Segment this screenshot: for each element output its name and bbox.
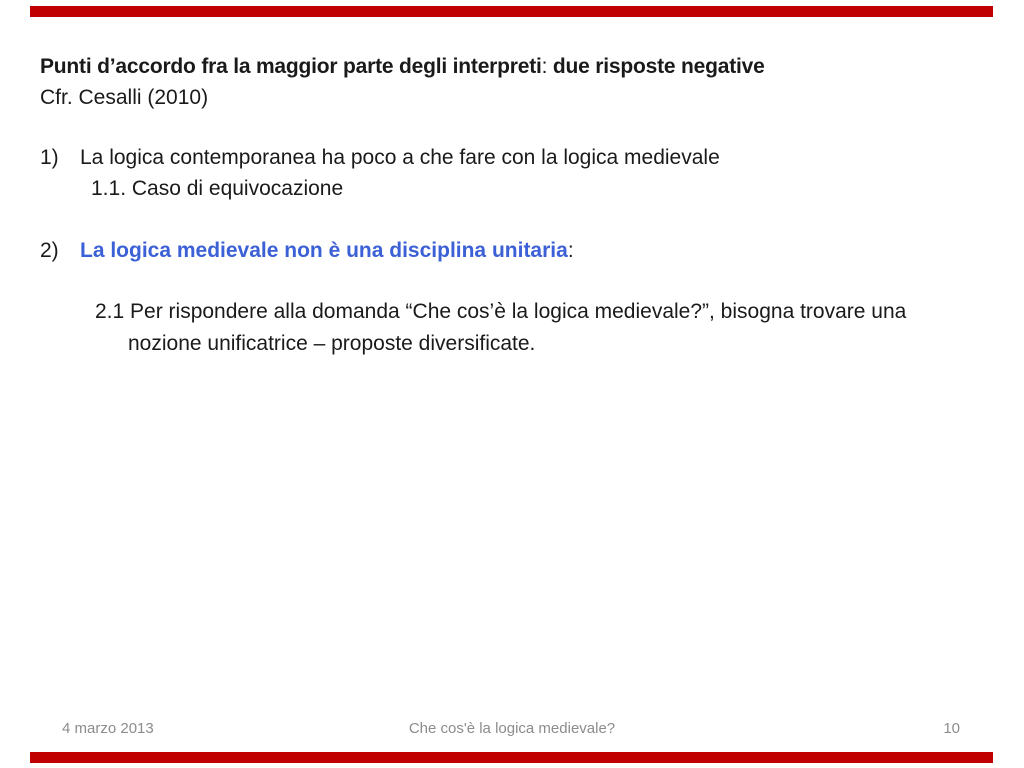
list-item-2-text (80, 239, 574, 263)
list-item-2-suffix: : (567, 239, 574, 262)
list-item-1-marker: 1) (40, 146, 59, 169)
list-item-2 (40, 239, 574, 263)
slide-subtitle-reference: Cfr. Cesalli (2010) (40, 86, 209, 109)
slide-title-part2: due risposte negative (547, 55, 765, 78)
list-item-1 (40, 146, 720, 170)
footer-deck-title: Che cos'è la logica medievale? (408, 720, 616, 737)
slide-title-part1: Punti d’accordo fra la maggior parte degli interpreti (40, 55, 542, 78)
footer-page-number: 10 (943, 720, 960, 737)
list-item-2-highlight: La logica medievale non è una disciplina unitaria (80, 239, 568, 262)
slide-footer (0, 720, 1024, 742)
footer-date: 4 marzo 2013 (62, 720, 154, 737)
slide-title (40, 55, 765, 79)
slide-accent-bar-top (30, 6, 993, 17)
list-item-2-marker: 2) (40, 239, 59, 262)
slide-accent-bar-bottom (30, 752, 993, 763)
list-item-1-text: La logica contemporanea ha poco a che fare con la logica medievale (80, 146, 720, 169)
slide-title-separator: : (541, 55, 548, 78)
list-item-1-subitem: 1.1. Caso di equivocazione (91, 177, 344, 200)
list-item-2-sub-line2: nozione unificatrice – proposte diversificate. (128, 332, 536, 355)
list-item-2-sub-line1: 2.1 Per rispondere alla domanda “Che cos’è la logica medievale?”, bisogna trovare una (95, 300, 907, 323)
